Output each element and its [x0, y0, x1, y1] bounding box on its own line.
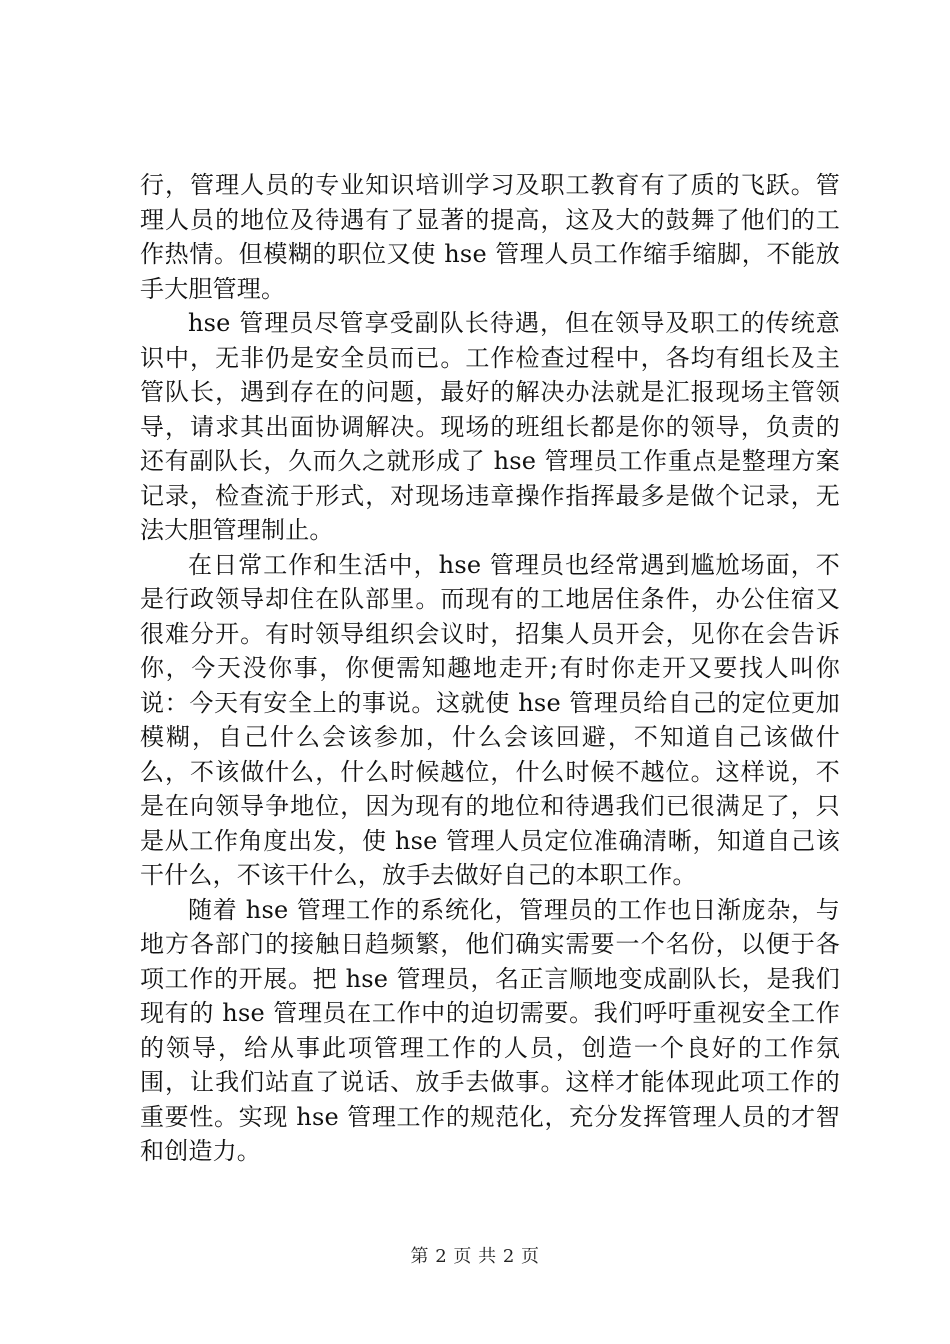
- body-text: [140, 168, 840, 1169]
- paragraph-4: 随着 hse 管理工作的系统化，管理员的工作也日渐庞杂，与地方各部门的接触日趋频繁，他们确实需要一个名份，以便于各项工作的开展。把 hse 管理员，名正言顺地变成副队长，是我们现有的 hse 管理员在工作中的迫切需要。我们呼吁重视安全工作的领导，给从事此项管理工作的人员，创造一个良好的工作氛围，让我们站直了说话、放手去做事。这样才能体现此项工作的重要性。实现 hse 管理工作的规范化，充分发挥管理人员的才智和创造力。: [140, 895, 840, 1165]
- paragraph-3: 在日常工作和生活中，hse 管理员也经常遇到尴尬场面，不是行政领导却住在队部里。而现有的工地居住条件，办公住宿又很难分开。有时领导组织会议时，招集人员开会，见你在会告诉你，今天没你事，你便需知趣地走开;有时你走开又要找人叫你说：今天有安全上的事说。这就使 hse 管理员给自己的定位更加模糊，自己什么会该参加，什么会该回避，不知道自己该做什么，不该做什么，什么时候越位，什么时候不越位。这样说，不是在向领导争地位，因为现有的地位和待遇我们已很满足了，只是从工作角度出发，使 hse 管理人员定位准确清晰，知道自己该干什么，不该干什么，放手去做好自己的本职工作。: [140, 550, 840, 889]
- page-number-label: 第 2 页 共 2 页: [410, 1246, 540, 1267]
- paragraph-1: 行，管理人员的专业知识培训学习及职工教育有了质的飞跃。管理人员的地位及待遇有了显著的提高，这及大的鼓舞了他们的工作热情。但模糊的职位又使 hse 管理人员工作缩手缩脚，不能放手大胆管理。: [140, 171, 840, 303]
- paragraph-2: hse 管理员尽管享受副队长待遇，但在领导及职工的传统意识中，无非仍是安全员而已。工作检查过程中，各均有组长及主管队长，遇到存在的问题，最好的解决办法就是汇报现场主管领导，请求其出面协调解决。现场的班组长都是你的领导，负责的还有副队长，久而久之就形成了 hse 管理员工作重点是整理方案记录，检查流于形式，对现场违章操作指挥最多是做个记录，无法大胆管理制止。: [140, 309, 840, 544]
- page-footer: [0, 1242, 950, 1268]
